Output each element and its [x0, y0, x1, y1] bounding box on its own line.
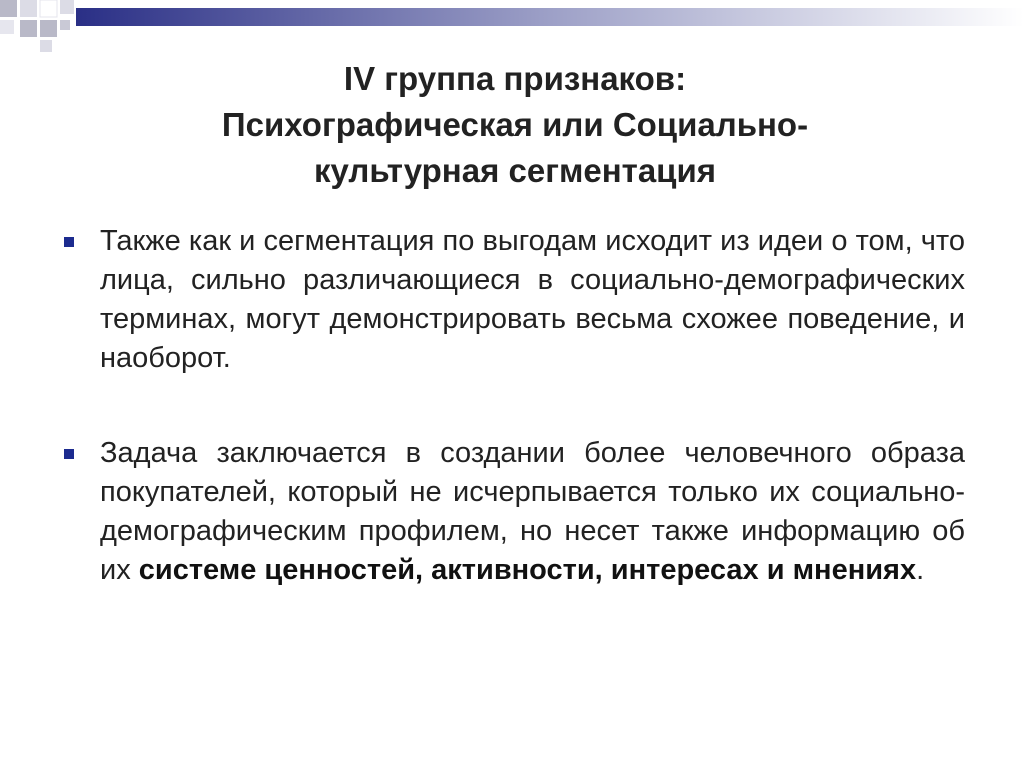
square-bullet-icon [64, 449, 74, 459]
bullet-text-2-plain: Задача заключается в создании более человечного образа покупателей, который не исчерпывается только их социально-демографическим профилем, но несет также информацию об их [100, 437, 965, 586]
decorative-squares-icon [0, 0, 1024, 60]
title-line-2: Психографическая или Социально- [221, 106, 809, 143]
title-line-1: IV группа признаков: [343, 60, 687, 97]
slide-title [110, 56, 920, 194]
bullet-text-2 [100, 434, 965, 590]
bullet-text-2-bold: системе ценностей, активности, интересах и мнениях [138, 554, 917, 586]
bullet-list [60, 222, 965, 646]
title-line-3: культурная сегментация [313, 152, 717, 189]
bullet-text-2-end: . [916, 554, 925, 586]
bullet-item-2 [60, 434, 965, 590]
header-decoration [0, 0, 1024, 60]
square-bullet-icon [64, 237, 74, 247]
bullet-text-1: Также как и сегментация по выгодам исходит из идеи о том, что лица, сильно различающиеся в социально-демографических терминах, могут демонстрировать весьма схожее поведение, и наоборот. [100, 225, 965, 374]
bullet-item-1 [60, 222, 965, 378]
